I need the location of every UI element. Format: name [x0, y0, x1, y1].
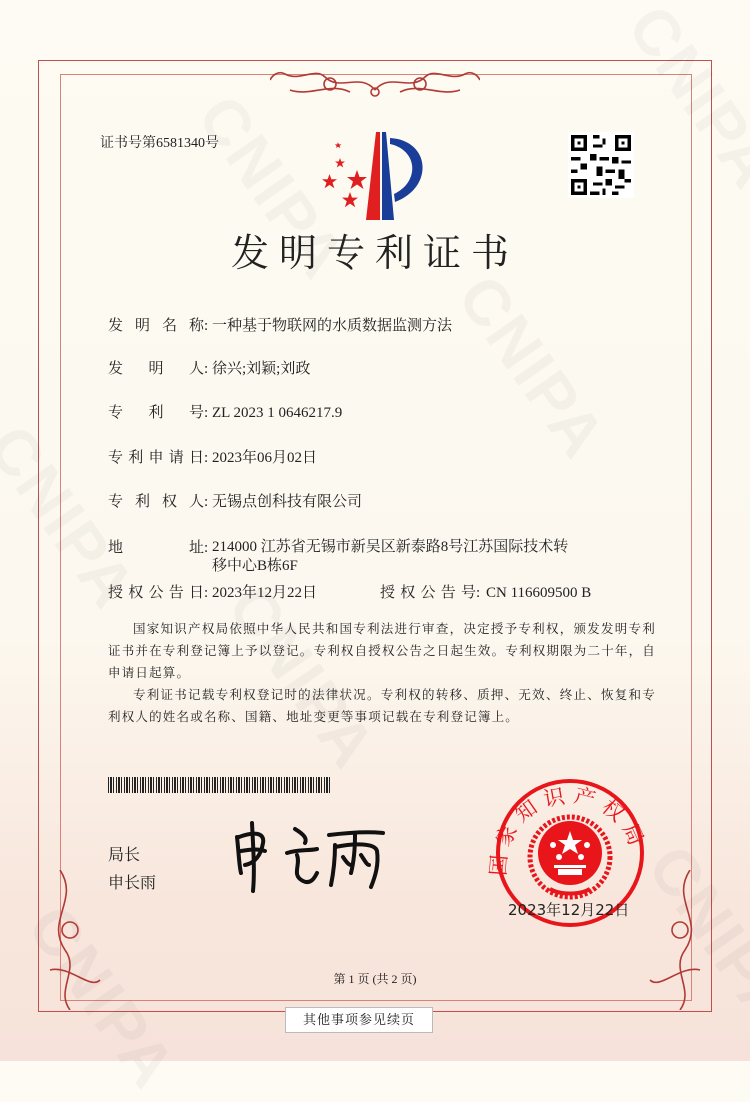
- statement-paragraph: 专利证书记载专利权登记时的法律状况。专利权的转移、质押、无效、终止、恢复和专利权人的姓名或名称、国籍、地址变更等事项记载在专利登记簿上。: [108, 688, 656, 724]
- field-application-date: 专利申请日 : 2023年06月02日: [108, 450, 318, 466]
- field-patentee: 专利权人 : 无锡点创科技有限公司: [108, 494, 363, 510]
- field-label: 地址: [108, 540, 204, 556]
- field-address: 地址 : 214000 江苏省无锡市新吴区新泰路8号江苏国际技术转 移中心B栋6F: [108, 539, 569, 574]
- field-value: 一种基于物联网的水质数据监测方法: [212, 318, 453, 334]
- field-grant-date: 授权公告日 : 2023年12月22日 授权公告号 : CN 116609500 B: [108, 585, 592, 601]
- page-number: 第 1 页 (共 2 页): [333, 972, 417, 986]
- statement-paragraph: 国家知识产权局依照中华人民共和国专利法进行审查，决定授予专利权，颁发发明专利证书并在专利登记簿上予以登记。专利权自授权公告之日起生效。专利权期限为二十年，自申请日起算。: [108, 622, 657, 680]
- field-value: CN 116609500 B: [486, 585, 592, 601]
- corner-ornament-left: [40, 870, 110, 1010]
- address-line-1: 214000 江苏省无锡市新吴区新泰路8号江苏国际技术转: [212, 539, 569, 555]
- seal-text: 国家知识产权局: [486, 782, 652, 877]
- qr-code: [568, 132, 634, 198]
- field-label: 授权公告号: [380, 585, 476, 601]
- field-label: 专利权人: [108, 494, 204, 510]
- field-label: 发明名称: [108, 318, 204, 334]
- field-value: 无锡点创科技有限公司: [212, 494, 363, 510]
- field-value: 徐兴;刘颖;刘政: [212, 361, 311, 377]
- cnipa-logo: [320, 132, 435, 222]
- national-emblem-icon: [530, 817, 610, 897]
- address-line-2: 移中心B栋6F: [212, 558, 298, 574]
- barcode: [108, 777, 330, 793]
- field-patent-number: 专利号 : ZL 2023 1 0646217.9: [108, 405, 343, 421]
- top-ornament: [270, 62, 480, 102]
- field-label: 专利号: [108, 405, 204, 421]
- seal-date: 2023年12月22日: [508, 901, 630, 919]
- certificate-number: 证书号第6581340号: [100, 136, 219, 151]
- field-label: 发明人: [108, 361, 204, 377]
- handwritten-signature: [225, 815, 395, 895]
- field-value: 2023年06月02日: [212, 450, 318, 466]
- field-value: 2023年12月22日: [212, 585, 318, 601]
- page-title: 发明专利证书: [230, 231, 519, 275]
- field-value: ZL 2023 1 0646217.9: [212, 405, 343, 421]
- signatory-name: 申长雨: [108, 873, 157, 892]
- field-invention-name: 发明名称 : 一种基于物联网的水质数据监测方法: [108, 318, 453, 334]
- field-inventors: 发明人 : 徐兴;刘颖;刘政: [108, 361, 311, 377]
- field-value: [212, 538, 568, 576]
- field-label: 专利申请日: [108, 450, 204, 466]
- continuation-note: 其他事项参见续页: [285, 1007, 433, 1033]
- signatory-title: 局长: [108, 845, 141, 864]
- field-label: 授权公告日: [108, 585, 204, 601]
